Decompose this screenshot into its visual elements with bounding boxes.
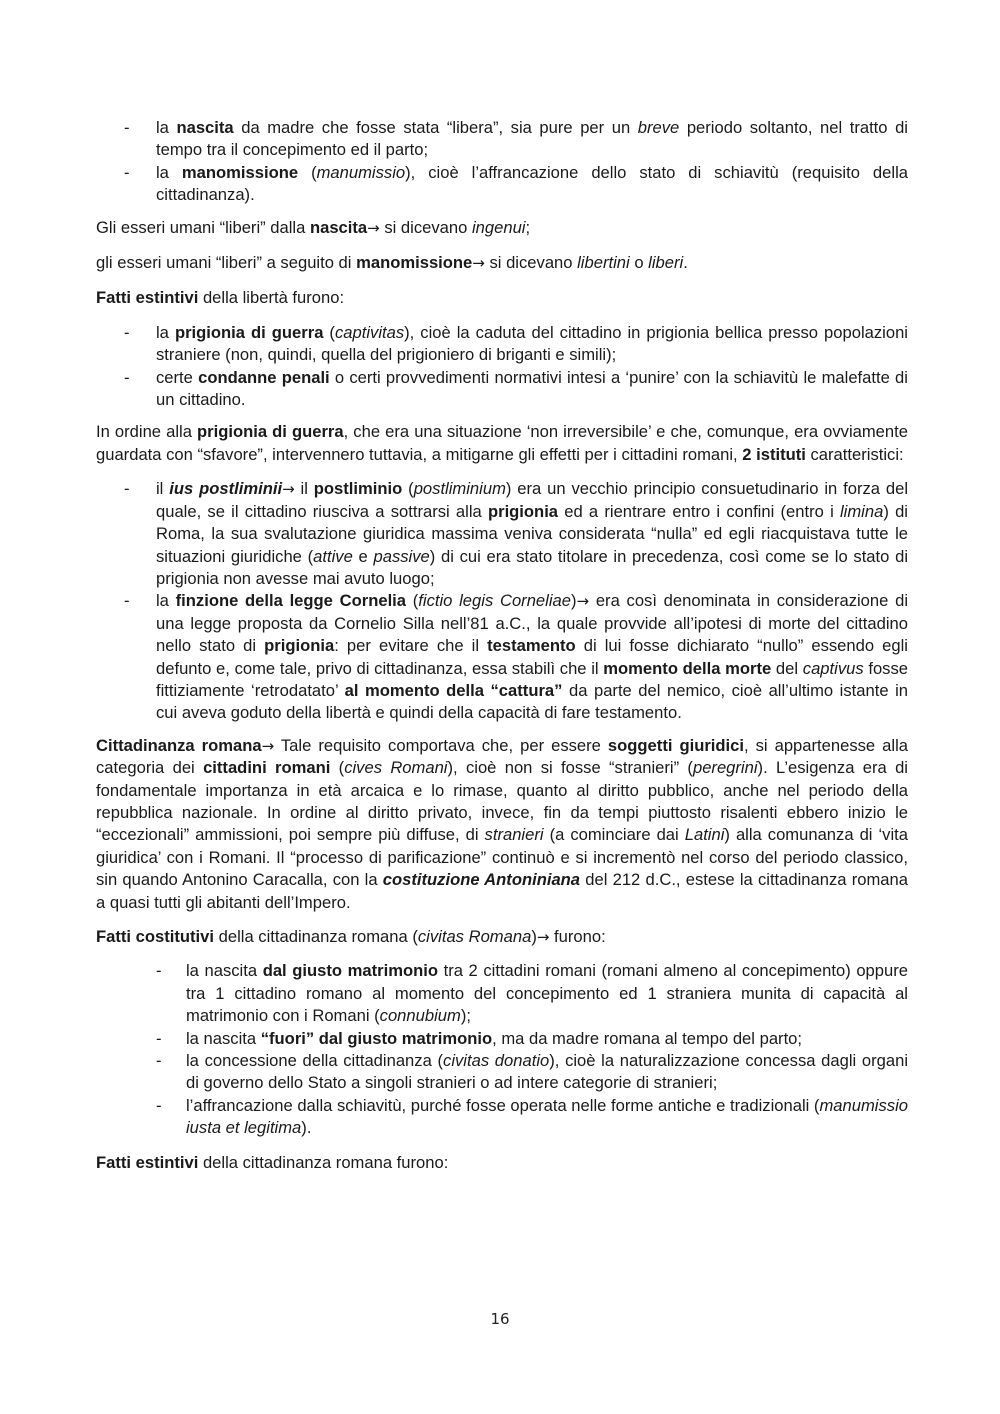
text: la — [156, 118, 177, 137]
paragraph-fatti-estintivi-cittadinanza — [96, 1152, 908, 1174]
text: ( — [330, 758, 345, 778]
text: la — [156, 322, 175, 342]
text: Tale requisito comportava che, per essere — [274, 735, 608, 755]
list-item — [96, 1095, 908, 1140]
text: il — [294, 479, 314, 499]
dash-marker: - — [156, 961, 162, 981]
bold-text: nascita — [309, 217, 368, 237]
bold-text: Fatti estintivi — [96, 288, 199, 308]
bold-italic-text: ius postliminii — [169, 479, 283, 499]
text: ; — [525, 217, 531, 237]
text: si dicevano — [379, 217, 472, 237]
text: (a cominciare dai — [543, 825, 685, 845]
italic-text: peregrini — [692, 758, 758, 778]
arrow-icon: → — [576, 592, 590, 611]
text: la concessione della cittadinanza ( — [186, 1051, 444, 1071]
text: da parte del nemico, cioè all’ultimo istante in cui aveva goduto della libertà e quindi della capacità di fare testamento. — [156, 680, 908, 723]
paragraph-cittadinanza-romana — [96, 735, 908, 914]
list-item — [96, 117, 908, 162]
dash-marker: - — [124, 118, 130, 137]
text: del 212 d.C., estese la cittadinanza romana a quasi tutti gli abitanti dell’Impero. — [96, 870, 908, 912]
dash-marker: - — [124, 479, 130, 499]
text: o — [629, 253, 649, 273]
italic-text: civitas donatio — [443, 1051, 550, 1071]
list-item — [96, 1028, 908, 1050]
italic-text: captivitas — [334, 322, 405, 342]
bold-text: Fatti costitutivi — [96, 927, 215, 946]
text: il — [156, 479, 170, 499]
text: Gli esseri umani “liberi” dalla — [96, 217, 310, 237]
italic-text: captivus — [802, 658, 864, 678]
italic-text: connubium — [379, 1006, 461, 1026]
italic-text: stranieri — [484, 825, 544, 845]
italic-text: cives Romani — [344, 758, 448, 778]
bold-text: prigionia di guerra — [197, 422, 344, 442]
list-item — [96, 162, 908, 207]
list-item — [96, 1050, 908, 1095]
bold-text: manomissione — [181, 162, 299, 182]
bullet-list-liberta-costitutivi — [96, 117, 908, 207]
text: certe — [156, 367, 199, 387]
bullet-list-liberta-estintivi — [96, 322, 908, 412]
text: della cittadinanza romana ( — [214, 927, 418, 946]
text: : per evitare che il — [334, 636, 488, 656]
text: la — [156, 591, 176, 611]
text: ( — [323, 322, 335, 342]
text: o certi provvedimenti normativi intesi a ‘punire’ con la schiavitù le malefatte di un cittadino. — [156, 367, 908, 410]
bold-text: Fatti estintivi — [96, 1152, 199, 1172]
list-item — [96, 367, 908, 412]
bold-text: manomissione — [356, 253, 473, 273]
text: si dicevano — [484, 253, 578, 273]
text: della cittadinanza romana furono: — [198, 1152, 449, 1172]
text: ) di cui era stato titolare in precedenza, così come se lo stato di prigionia non avesse mai avuto luogo; — [156, 546, 909, 588]
text: ) — [531, 927, 537, 946]
dash-marker: - — [124, 591, 130, 611]
paragraph-libertini — [96, 252, 908, 274]
text: periodo soltanto, nel tratto di tempo tra il concepimento ed il parto; — [156, 118, 908, 160]
arrow-icon: → — [282, 480, 295, 499]
text: ) alla comunanza di ‘vita giuridica’ con i Romani. Il “processo di parificazione” continuò e si incrementò nel corso del periodo classico, sin quando Antonino Caracalla, con la — [96, 825, 909, 890]
italic-text: libertini — [577, 253, 630, 273]
text: ) era un vecchio principio consuetudinario in forza del quale, se il cittadino riusciva a sottrarsi alla — [156, 479, 909, 521]
text: ( — [298, 162, 317, 182]
arrow-icon: → — [472, 254, 485, 273]
text: ( — [402, 479, 414, 499]
dash-marker: - — [156, 1028, 162, 1048]
bold-text: prigionia di guerra — [174, 322, 324, 342]
bold-text: finzione della legge Cornelia — [175, 591, 407, 611]
dash-marker: - — [156, 1095, 162, 1115]
text: fosse fittiziamente ‘retrodatato’ — [156, 658, 909, 700]
bold-text: testamento — [487, 636, 576, 656]
text: era così denominata in considerazione di una legge proposta da Cornelio Silla nell’81 a.C., la quale provvide all’ipotesi di morte del cittadino nello stato di — [156, 591, 909, 656]
arrow-icon: → — [536, 928, 550, 946]
bold-text: prigionia — [487, 501, 559, 521]
italic-text: breve — [637, 118, 680, 137]
text: la nascita — [186, 961, 263, 981]
text: ) — [571, 591, 577, 611]
bold-text: condanne penali — [198, 367, 330, 387]
text: l’affrancazione dalla schiavitù, purché fosse operata nelle forme antiche e tradizionali ( — [186, 1095, 820, 1115]
italic-text: civitas Romana — [417, 927, 532, 946]
bold-text: prigionia — [264, 636, 335, 656]
text: e — [352, 546, 374, 566]
text: ). — [301, 1118, 312, 1138]
text: caratteristici: — [805, 444, 904, 464]
text: gli esseri umani “liberi” a seguito di — [96, 253, 357, 273]
bold-italic-text: costituzione Antoniniana — [382, 870, 581, 890]
text: In ordine alla — [96, 422, 198, 442]
text: la — [156, 162, 182, 182]
text: , ma da madre romana al tempo del parto; — [492, 1028, 803, 1048]
paragraph-ingenui — [96, 217, 908, 239]
text: tra 2 cittadini romani (romani almeno al concepimento) oppure tra 1 cittadino romano al momento del concepimento ed 1 straniera munita di capacità al matrimonio con i Romani ( — [186, 961, 908, 1026]
bold-text: Cittadinanza romana — [96, 735, 262, 755]
bold-text: al momento della “cattura” — [344, 680, 563, 700]
text: ed a rientrare entro i confini (entro i — [558, 501, 840, 521]
text: ); — [460, 1006, 471, 1026]
text: della libertà furono: — [198, 288, 345, 308]
dash-marker: - — [156, 1051, 162, 1071]
italic-text: manumissio — [316, 162, 406, 182]
bold-text: soggetti giuridici — [607, 735, 744, 755]
list-item — [96, 590, 908, 724]
arrow-icon: → — [367, 218, 380, 237]
text: la nascita — [186, 1028, 261, 1048]
italic-text: Latini — [684, 825, 725, 845]
text: del — [771, 658, 803, 678]
italic-text: limina — [839, 501, 884, 521]
paragraph-prigionia — [96, 421, 908, 466]
italic-text: passive — [373, 546, 430, 566]
page-number: 16 — [490, 1310, 510, 1328]
arrow-icon: → — [261, 736, 275, 755]
text: da madre che fosse stata “libera”, sia pure per un — [233, 118, 638, 137]
text: di lui fosse dichiarato “nullo” essendo egli defunto e, come tale, privo di cittadinanza, essa stabilì che il — [156, 636, 908, 678]
paragraph-fatti-costitutivi — [96, 926, 908, 948]
bold-text: nascita — [176, 118, 234, 137]
text: ) di Roma, la sua svalutazione giuridica massima veniva considerata “nulla” ed egli riacquistava tutte le situazioni giuridiche ( — [156, 501, 908, 566]
list-item — [96, 960, 908, 1027]
bullet-list-cittadinanza-costitutivi — [96, 960, 908, 1139]
italic-text: attive — [313, 546, 353, 566]
bullet-list-istituti — [96, 478, 908, 724]
bold-text: dal giusto matrimonio — [262, 961, 438, 981]
text: ), cioè non si fosse “stranieri” ( — [447, 758, 693, 778]
italic-text: fictio legis Corneliae — [418, 591, 571, 611]
text: ( — [406, 591, 419, 611]
text: ), cioè l’affrancazione dello stato di schiavitù (requisito della cittadinanza). — [156, 162, 908, 205]
text: , si appartenesse alla categoria dei — [96, 735, 908, 778]
text: ), cioè la naturalizzazione concessa dagli organi di governo dello Stato a singoli stranieri o ad intere categorie di stranieri; — [186, 1051, 909, 1093]
text: . — [683, 253, 688, 273]
italic-text: ingenui — [471, 217, 526, 237]
list-item — [96, 322, 908, 367]
bold-text: 2 istituti — [742, 444, 806, 464]
text: ). L’esigenza era di fondamentale importanza in età arcaica e lo rimase, quanto al diritto pubblico, anche nel periodo della repubblica nazionale. In ordine al diritto privato, invece, fin da tempi piuttosto risalenti ebbero inizio le “eccezionali” ammissioni, poi sempre più diffuse, di — [96, 758, 908, 845]
dash-marker: - — [124, 162, 130, 182]
list-item — [96, 478, 908, 590]
bold-text: momento della morte — [603, 658, 772, 678]
paragraph-fatti-estintivi-liberta — [96, 287, 908, 309]
italic-text: postliminium — [413, 479, 506, 499]
italic-text: liberi — [648, 253, 684, 273]
dash-marker: - — [124, 367, 130, 387]
bold-text: postliminio — [313, 479, 403, 499]
page-content — [96, 117, 908, 1174]
bold-text: cittadini romani — [203, 758, 331, 778]
bold-text: “fuori” dal giusto matrimonio — [260, 1028, 493, 1048]
dash-marker: - — [124, 322, 130, 342]
text: furono: — [549, 927, 606, 946]
text: , che era una situazione ‘non irreversibile’ e che, comunque, era ovviamente guardata con “sfavore”, intervennero tuttavia, a mitigarne gli effetti per i cittadini romani, — [96, 422, 908, 464]
text: ), cioè la caduta del cittadino in prigionia bellica presso popolazioni straniere (non, quindi, quella del prigioniero di briganti e simili); — [156, 322, 908, 365]
italic-text: manumissio iusta et legitima — [186, 1095, 908, 1138]
